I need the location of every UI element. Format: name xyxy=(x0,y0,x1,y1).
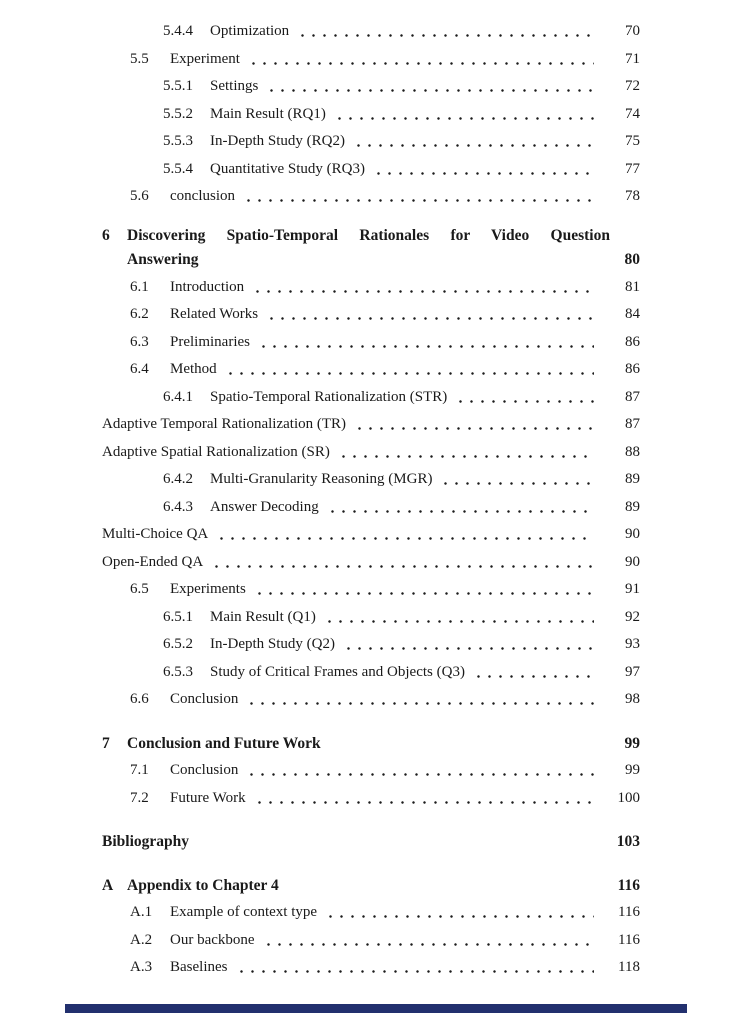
toc-entry[interactable] xyxy=(102,301,640,329)
entry-title: Bibliography xyxy=(102,833,189,850)
bottom-edge-bar xyxy=(65,1004,687,1013)
toc-entry[interactable] xyxy=(102,927,640,955)
entry-title: In-Depth Study (RQ2) xyxy=(210,133,345,149)
entry-page: 100 xyxy=(617,789,640,806)
toc-entry[interactable] xyxy=(102,730,640,758)
toc-entry[interactable] xyxy=(102,549,640,577)
dot-leader xyxy=(322,604,594,632)
entry-title: Conclusion xyxy=(170,691,239,707)
dot-leader xyxy=(285,872,594,900)
entry-number: A.2 xyxy=(130,931,153,948)
entry-page: 77 xyxy=(625,160,640,177)
entry-page: 116 xyxy=(618,904,640,920)
entry-number: A.1 xyxy=(130,904,153,920)
toc-entry[interactable] xyxy=(102,411,640,439)
dot-leader xyxy=(246,46,594,74)
entry-page: 78 xyxy=(625,188,640,204)
dot-leader xyxy=(295,18,594,46)
toc-entry-chapter[interactable] xyxy=(102,224,640,272)
entry-title: Baselines xyxy=(170,959,228,975)
entry-page: 116 xyxy=(617,876,640,894)
entry-title: Conclusion xyxy=(170,762,239,778)
toc-entry[interactable] xyxy=(102,631,640,659)
entry-page: 90 xyxy=(625,526,640,542)
entry-number: 5.5.4 xyxy=(163,160,193,177)
dot-leader xyxy=(336,439,594,467)
dot-leader xyxy=(264,301,594,329)
toc-entry[interactable] xyxy=(102,329,640,357)
toc-entry[interactable] xyxy=(102,494,640,522)
entry-number: A.3 xyxy=(130,959,153,975)
entry-page: 90 xyxy=(625,553,640,570)
dot-leader xyxy=(244,686,594,714)
toc-entry[interactable] xyxy=(102,46,640,74)
entry-number: 6.3 xyxy=(130,333,149,350)
entry-title: Answer Decoding xyxy=(210,498,319,515)
entry-number: 6.4.1 xyxy=(163,388,193,405)
entry-number: 5.5.2 xyxy=(163,105,193,122)
entry-number: 6 xyxy=(102,226,110,244)
entry-title xyxy=(127,224,640,272)
toc-entry[interactable] xyxy=(102,183,640,211)
entry-page: 118 xyxy=(618,959,640,975)
entry-title: Settings xyxy=(210,78,259,94)
entry-page: 72 xyxy=(625,78,640,94)
entry-title: Multi-Granularity Reasoning (MGR) xyxy=(210,471,433,487)
entry-page: 116 xyxy=(618,931,640,948)
entry-number: 6.6 xyxy=(130,691,149,707)
toc-entry[interactable] xyxy=(102,128,640,156)
toc-entry[interactable] xyxy=(102,73,640,101)
dot-leader xyxy=(214,521,594,549)
dot-leader xyxy=(325,494,594,522)
entry-title: Adaptive Temporal Rationalization (TR) xyxy=(102,416,347,432)
entry-number: 7.2 xyxy=(130,789,149,806)
entry-page: 80 xyxy=(624,250,640,268)
dot-leader xyxy=(471,659,594,687)
toc-entry[interactable] xyxy=(102,659,640,687)
entry-page: 84 xyxy=(625,306,640,322)
entry-page: 86 xyxy=(625,333,640,350)
entry-title-line2: Answering xyxy=(127,250,199,268)
dot-leader xyxy=(323,899,594,927)
entry-page: 103 xyxy=(616,833,640,850)
entry-number: 6.4.2 xyxy=(163,471,193,487)
entry-number: 5.6 xyxy=(130,188,149,204)
toc-entry[interactable] xyxy=(102,604,640,632)
entry-number: 7 xyxy=(102,734,110,752)
entry-number: 7.1 xyxy=(130,762,149,778)
entry-title: Related Works xyxy=(170,306,259,322)
dot-leader xyxy=(371,156,594,184)
dot-leader xyxy=(351,128,594,156)
toc-entry[interactable] xyxy=(102,872,640,900)
dot-leader xyxy=(250,274,594,302)
dot-leader xyxy=(252,576,594,604)
entry-page: 87 xyxy=(625,388,640,405)
entry-title-line1: Discovering Spatio-Temporal Rationales for Video Question xyxy=(127,226,610,244)
entry-title: Introduction xyxy=(170,278,245,295)
entry-title: Example of context type xyxy=(170,904,318,920)
entry-title: Experiment xyxy=(170,50,240,67)
entry-page: 86 xyxy=(625,361,640,377)
entry-page: 99 xyxy=(624,734,640,752)
dot-leader xyxy=(256,329,594,357)
entry-number: A xyxy=(102,876,114,894)
entry-number: 5.5.1 xyxy=(163,78,193,94)
entry-title: Quantitative Study (RQ3) xyxy=(210,160,365,177)
entry-number: 6.5.2 xyxy=(163,636,193,652)
entry-page: 91 xyxy=(625,581,640,597)
entry-number: 6.5.3 xyxy=(163,663,193,680)
dot-leader xyxy=(261,927,594,955)
toc-entry[interactable] xyxy=(102,439,640,467)
entry-page: 89 xyxy=(625,498,640,515)
entry-number: 5.5 xyxy=(130,50,149,67)
entry-title: Adaptive Spatial Rationalization (SR) xyxy=(102,443,330,460)
entry-page: 92 xyxy=(625,608,640,625)
entry-number: 6.4.3 xyxy=(163,498,193,515)
entry-number: 6.5 xyxy=(130,581,149,597)
entry-page: 98 xyxy=(625,691,640,707)
entry-title: Experiments xyxy=(170,581,246,597)
entry-title: Appendix to Chapter 4 xyxy=(127,876,279,894)
toc-entry[interactable] xyxy=(102,828,640,856)
dot-leader xyxy=(327,730,594,758)
dot-leader xyxy=(244,757,594,785)
entry-title: Conclusion and Future Work xyxy=(127,734,321,752)
entry-title: Main Result (RQ1) xyxy=(210,105,326,122)
toc-entry[interactable] xyxy=(102,576,640,604)
entry-title: In-Depth Study (Q2) xyxy=(210,636,335,652)
entry-title: Main Result (Q1) xyxy=(210,608,316,625)
dot-leader xyxy=(352,411,594,439)
toc-entry[interactable] xyxy=(102,18,640,46)
entry-title: Study of Critical Frames and Objects (Q3) xyxy=(210,663,465,680)
toc-entry[interactable] xyxy=(102,785,640,813)
entry-page: 87 xyxy=(625,416,640,432)
entry-title: conclusion xyxy=(170,188,235,204)
toc-entry[interactable] xyxy=(102,899,640,927)
dot-leader xyxy=(241,183,594,211)
toc-entry[interactable] xyxy=(102,757,640,785)
entry-page: 75 xyxy=(625,133,640,149)
toc-entry[interactable] xyxy=(102,521,640,549)
entry-page: 99 xyxy=(625,762,640,778)
toc-entry[interactable] xyxy=(102,466,640,494)
toc-entry[interactable] xyxy=(102,954,640,982)
dot-leader xyxy=(341,631,594,659)
entry-number: 6.5.1 xyxy=(163,608,193,625)
entry-number: 6.4 xyxy=(130,361,149,377)
dot-leader xyxy=(453,384,594,412)
entry-page: 93 xyxy=(625,636,640,652)
toc-entry[interactable] xyxy=(102,384,640,412)
entry-page: 89 xyxy=(625,471,640,487)
dot-leader xyxy=(209,549,594,577)
entry-page: 70 xyxy=(625,23,640,39)
toc-entry[interactable] xyxy=(102,101,640,129)
dot-leader xyxy=(438,466,594,494)
entry-number: 6.2 xyxy=(130,306,149,322)
entry-number: 5.5.3 xyxy=(163,133,193,149)
toc-entry[interactable] xyxy=(102,356,640,384)
entry-title: Future Work xyxy=(170,789,246,806)
toc-entry[interactable] xyxy=(102,686,640,714)
entry-title: Preliminaries xyxy=(170,333,250,350)
dot-leader xyxy=(195,828,594,856)
entry-title: Multi-Choice QA xyxy=(102,526,209,542)
toc-entry[interactable] xyxy=(102,156,640,184)
dot-leader xyxy=(223,356,594,384)
entry-title: Open-Ended QA xyxy=(102,553,204,570)
entry-page: 71 xyxy=(625,50,640,67)
entry-title: Our backbone xyxy=(170,931,255,948)
entry-number: 6.1 xyxy=(130,278,149,295)
dot-leader xyxy=(264,73,594,101)
entry-title: Spatio-Temporal Rationalization (STR) xyxy=(210,388,448,405)
entry-page: 74 xyxy=(625,105,640,122)
entry-number: 5.4.4 xyxy=(163,23,193,39)
toc-list xyxy=(102,0,640,982)
entry-page: 88 xyxy=(625,443,640,460)
entry-page: 81 xyxy=(625,278,640,295)
entry-page: 97 xyxy=(625,663,640,680)
entry-title: Optimization xyxy=(210,23,290,39)
dot-leader xyxy=(252,785,594,813)
dot-leader xyxy=(234,954,595,982)
dot-leader xyxy=(332,101,594,129)
toc-entry[interactable] xyxy=(102,274,640,302)
entry-title: Method xyxy=(170,361,217,377)
